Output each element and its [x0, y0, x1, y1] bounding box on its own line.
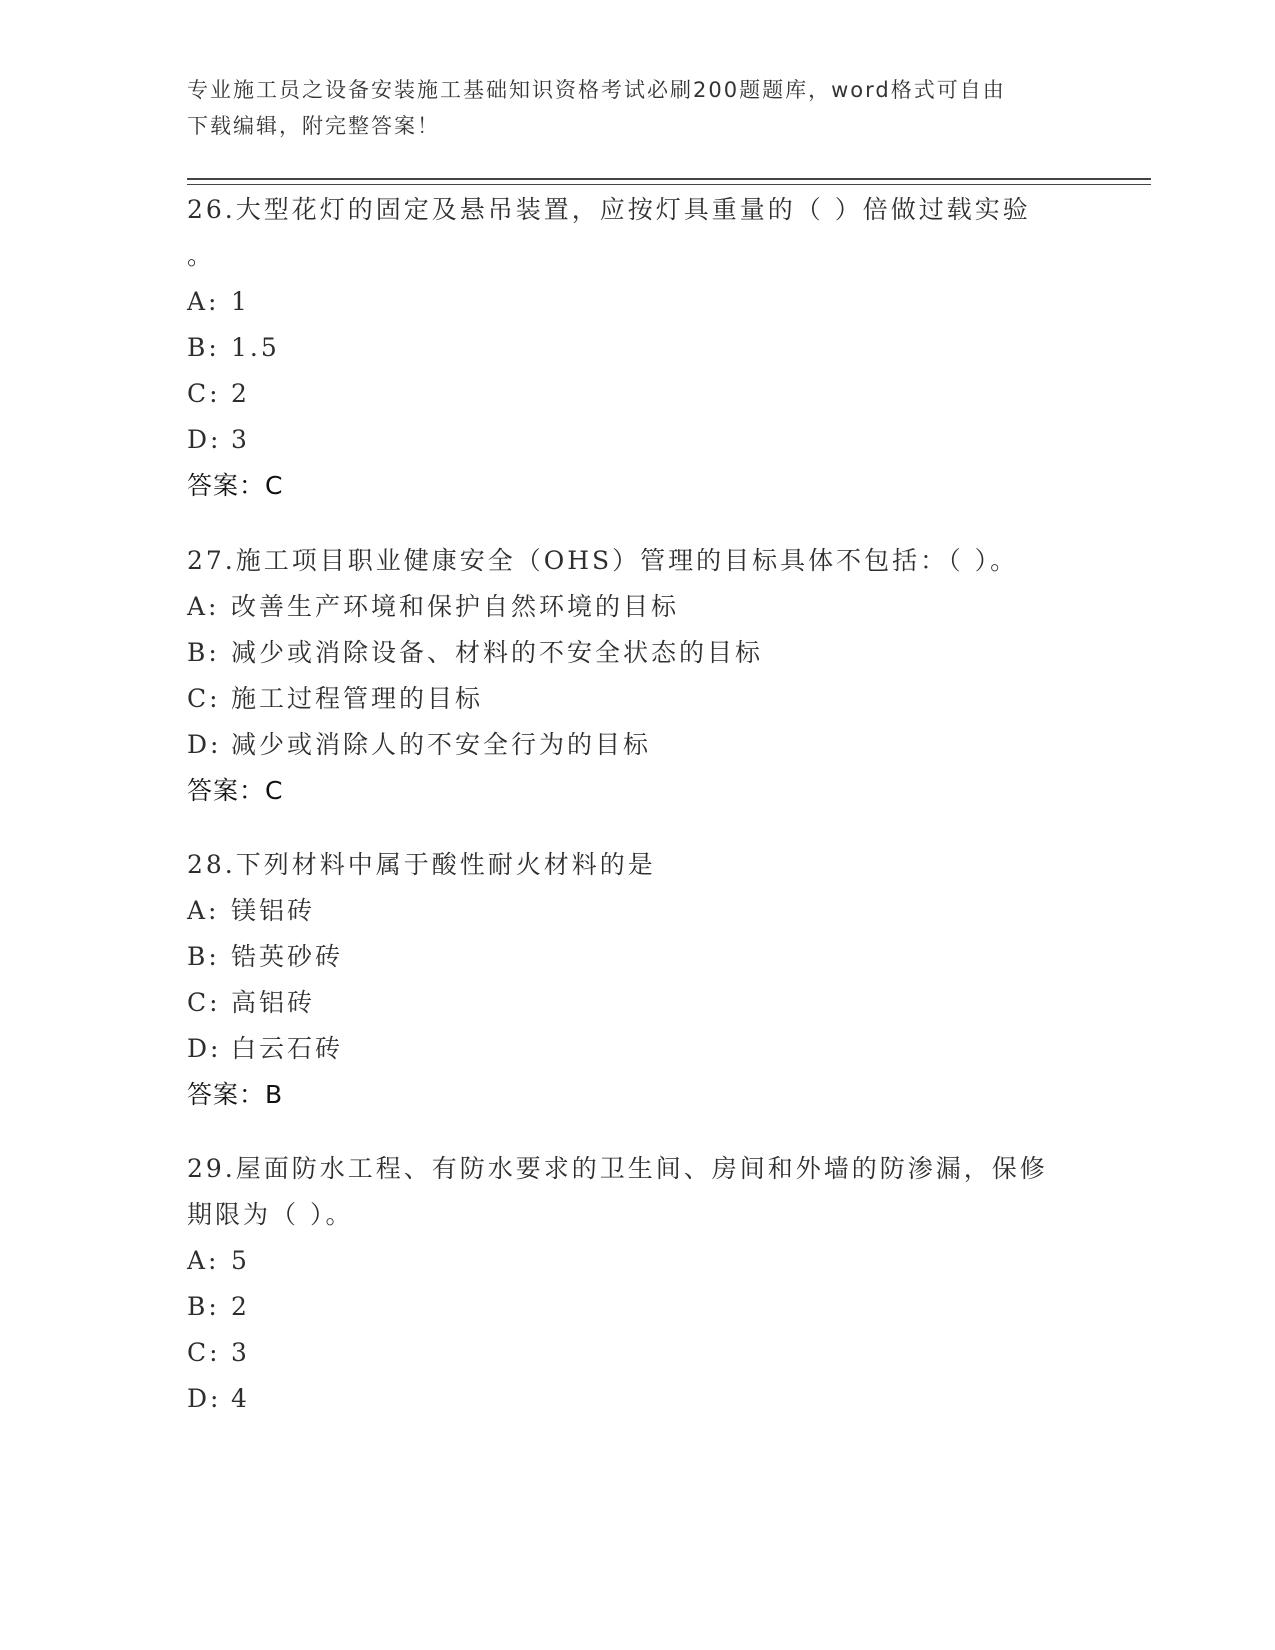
question-text: 29.屋面防水工程、有防水要求的卫生间、房间和外墙的防渗漏，保修: [187, 1154, 1048, 1183]
option-value: 4: [231, 1384, 250, 1413]
option-a: [187, 888, 1087, 934]
option-letter: C:: [187, 379, 221, 408]
option-value: 3: [231, 425, 250, 454]
option-letter: A:: [187, 592, 220, 621]
question-text-tail: 期限为（ ）。: [187, 1200, 354, 1229]
option-a: [187, 1238, 1087, 1284]
option-letter: A:: [187, 1246, 220, 1275]
option-value: 镁铝砖: [231, 896, 316, 925]
option-letter: C:: [187, 684, 221, 713]
option-d: [187, 417, 1087, 463]
option-letter: A:: [187, 896, 220, 925]
question-text: 28.下列材料中属于酸性耐火材料的是: [187, 850, 656, 879]
option-letter: B:: [187, 638, 220, 667]
option-d: [187, 722, 1087, 768]
question-26: [187, 187, 1087, 509]
header-rule-thick: [187, 178, 1151, 180]
header-rule-thin: [187, 184, 1151, 185]
option-value: 减少或消除人的不安全行为的目标: [231, 730, 652, 759]
option-value: 施工过程管理的目标: [231, 684, 484, 713]
option-d: [187, 1376, 1087, 1422]
option-b: [187, 630, 1087, 676]
option-a: [187, 279, 1087, 325]
option-value: 1: [231, 287, 250, 316]
option-value: 2: [231, 379, 250, 408]
option-letter: D:: [187, 730, 222, 759]
option-letter: B:: [187, 333, 220, 362]
option-value: 锆英砂砖: [231, 942, 344, 971]
answer-line: 答案：C: [187, 776, 284, 805]
option-value: 改善生产环境和保护自然环境的目标: [231, 592, 680, 621]
question-text-tail: 。: [187, 241, 213, 270]
question-27: [187, 538, 1087, 814]
option-value: 2: [231, 1292, 250, 1321]
option-letter: C:: [187, 988, 221, 1017]
option-letter: D:: [187, 1384, 222, 1413]
option-c: [187, 371, 1087, 417]
option-value: 高铝砖: [231, 988, 316, 1017]
question-text: 27.施工项目职业健康安全（OHS）管理的目标具体不包括：（ ）。: [187, 546, 1019, 575]
option-b: [187, 1284, 1087, 1330]
question-29: [187, 1146, 1087, 1422]
question-28: [187, 842, 1087, 1118]
header-line-2: 下载编辑，附完整答案！: [187, 114, 440, 138]
option-b: [187, 325, 1087, 371]
option-letter: A:: [187, 287, 220, 316]
option-value: 白云石砖: [231, 1034, 344, 1063]
option-c: [187, 980, 1087, 1026]
option-b: [187, 934, 1087, 980]
option-letter: D:: [187, 1034, 222, 1063]
answer-line: 答案：C: [187, 471, 284, 500]
option-c: [187, 676, 1087, 722]
option-letter: B:: [187, 942, 220, 971]
answer-line: 答案：B: [187, 1080, 284, 1109]
question-text: 26.大型花灯的固定及悬吊装置，应按灯具重量的（ ）倍做过载实验: [187, 195, 1031, 224]
option-letter: D:: [187, 425, 222, 454]
option-letter: C:: [187, 1338, 221, 1367]
option-letter: B:: [187, 1292, 220, 1321]
option-c: [187, 1330, 1087, 1376]
header-line-1: 专业施工员之设备安装施工基础知识资格考试必刷200题题库，word格式可自由: [187, 78, 1006, 102]
document-header: [187, 72, 1087, 144]
option-value: 1.5: [231, 333, 280, 362]
option-value: 5: [231, 1246, 250, 1275]
option-d: [187, 1026, 1087, 1072]
option-value: 3: [231, 1338, 250, 1367]
option-a: [187, 584, 1087, 630]
option-value: 减少或消除设备、材料的不安全状态的目标: [231, 638, 764, 667]
